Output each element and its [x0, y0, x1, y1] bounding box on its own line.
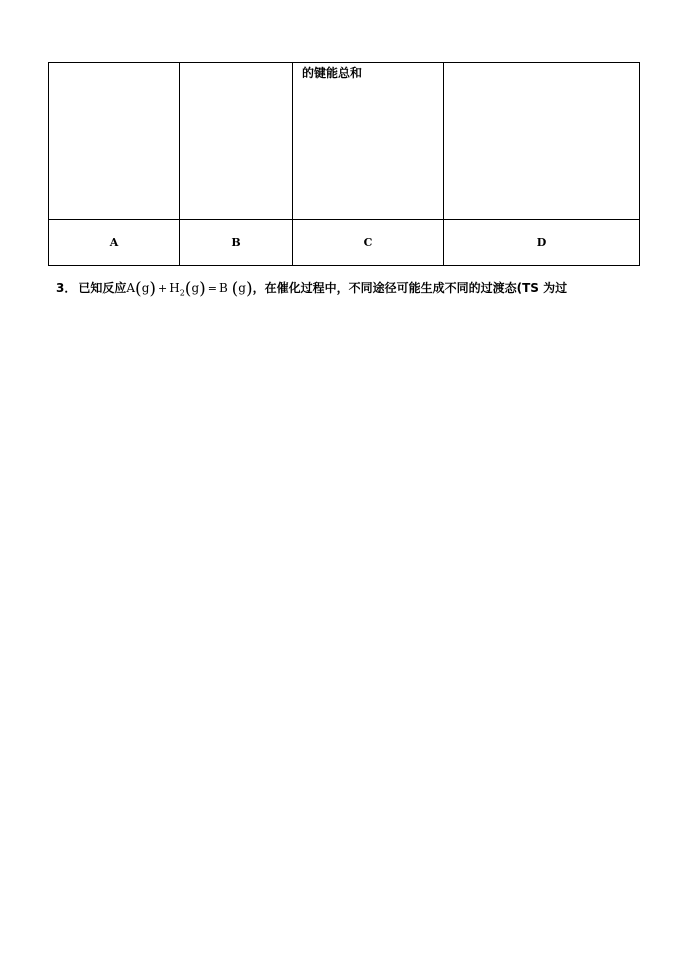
question-text-before: 已知反应 [78, 281, 127, 295]
option-a-cell [49, 63, 180, 220]
species-b: B [218, 281, 228, 295]
phase-g-2: g [191, 281, 200, 295]
subscript-2: 2 [179, 288, 185, 298]
species-a: A [126, 281, 136, 295]
question-number: 3． [56, 281, 77, 295]
option-a-label: A [49, 220, 180, 266]
options-label-row [49, 220, 640, 266]
plus-sign: + [158, 282, 168, 295]
option-b-label: B [180, 220, 293, 266]
option-c-cell [293, 63, 444, 220]
option-b-cell [180, 63, 293, 220]
option-d-cell [444, 63, 640, 220]
question-text-after: ，在催化过程中，不同途径可能生成不同的过渡态(TS 为过 [252, 281, 568, 295]
phase-g-3: g [238, 281, 246, 295]
option-c-label: C [293, 220, 444, 266]
reaction-formula: $A(g) + H_2(g) = B$ (g) [126, 279, 253, 299]
option-d-label: D [444, 220, 640, 266]
species-h: H [169, 281, 180, 295]
options-content-row [49, 63, 640, 220]
question-3 [56, 278, 567, 303]
option-c-text: 的键能总和 [302, 66, 363, 80]
options-table [48, 62, 640, 266]
phase-g-1: g [141, 281, 150, 295]
equals-sign: = [207, 282, 217, 295]
